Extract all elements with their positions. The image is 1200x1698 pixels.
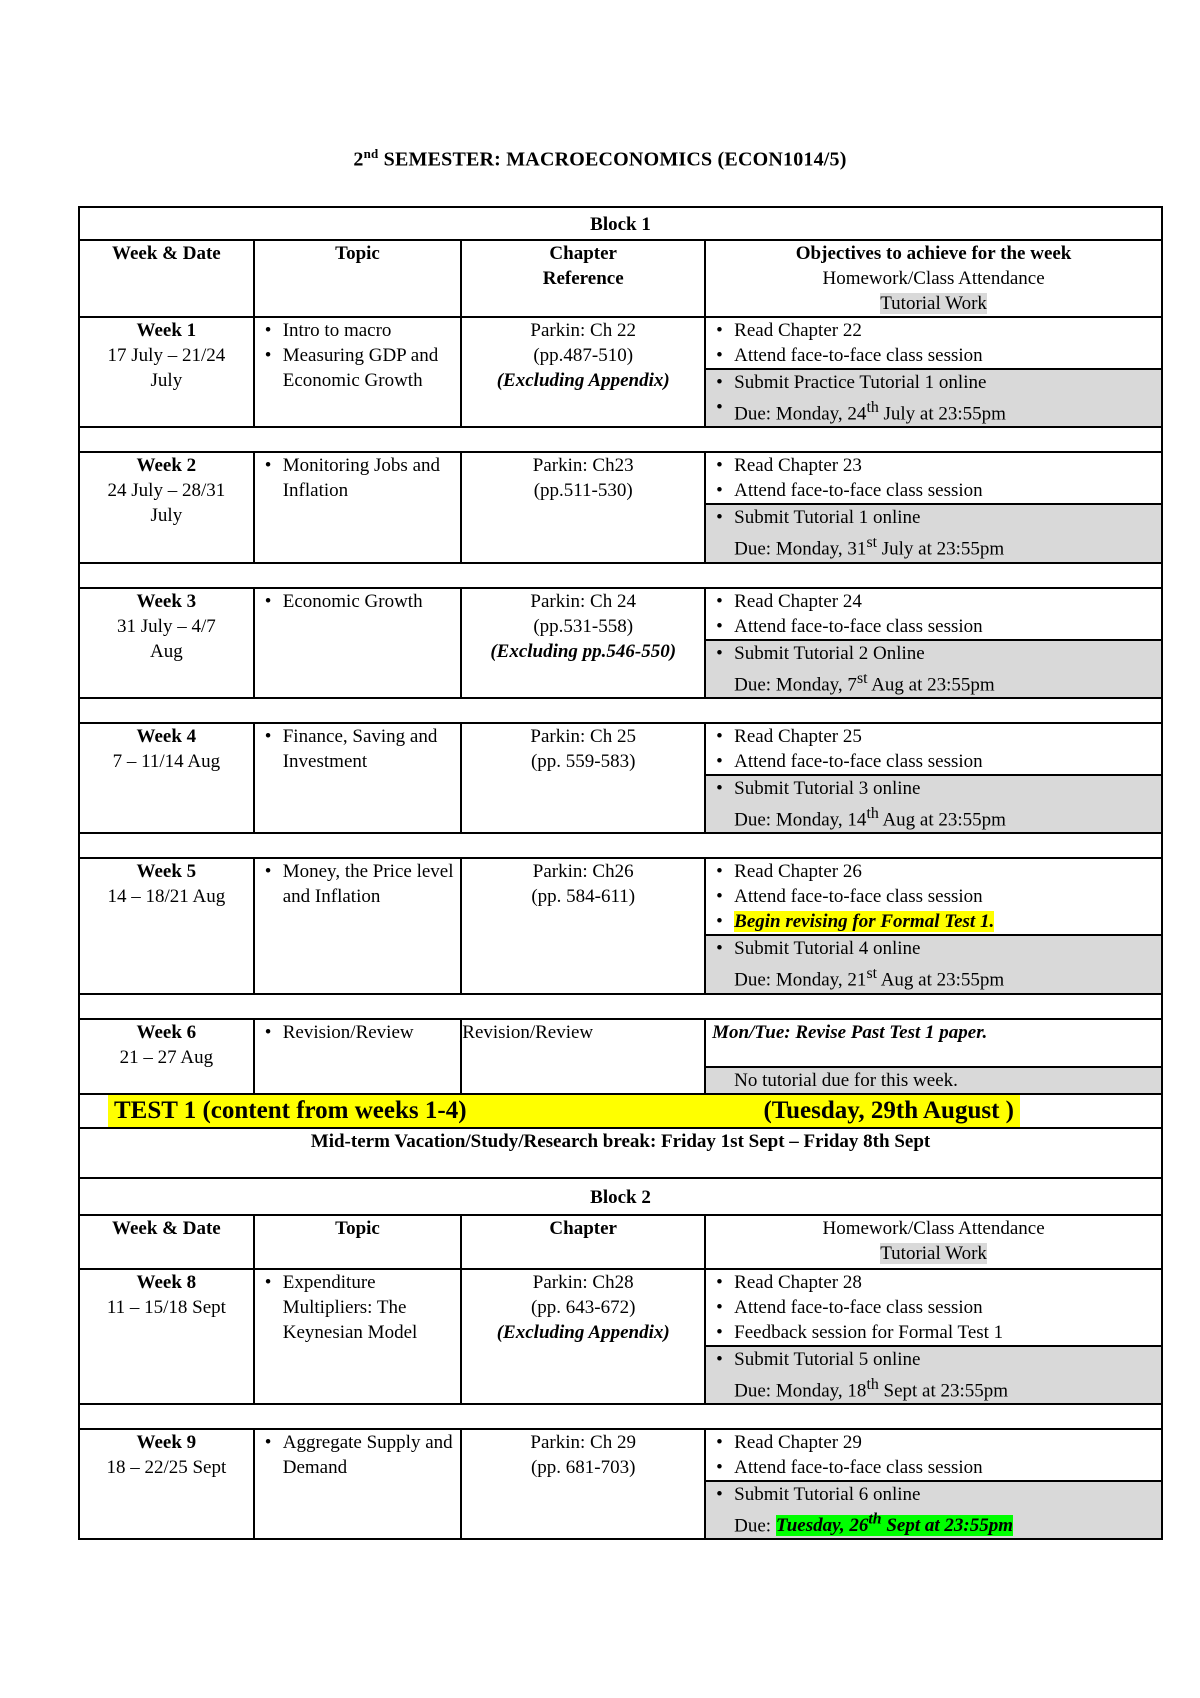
task-item: • Read Chapter 26 <box>706 859 1161 884</box>
objectives-cell <box>705 452 1162 562</box>
objectives-cell <box>705 723 1162 833</box>
week-cell: Week 5 14 – 18/21 Aug <box>79 858 254 993</box>
topic-item: • Monitoring Jobs and Inflation <box>255 453 461 503</box>
due-item: Due: Monday, 7st Aug at 23:55pm <box>734 669 995 695</box>
task-item: • Attend face-to-face class session <box>706 749 1161 774</box>
topic-item: • Intro to macro <box>255 318 461 343</box>
chapter-cell: Parkin: Ch26 (pp. 584-611) <box>461 858 705 993</box>
week-cell: Week 9 18 – 22/25 Sept <box>79 1429 254 1539</box>
header-topic: Topic <box>254 240 462 317</box>
objectives-cell <box>705 317 1162 427</box>
midterm-row: Mid-term Vacation/Study/Research break: Friday 1st Sept – Friday 8th Sept <box>79 1128 1162 1178</box>
week-row <box>79 858 1162 993</box>
topic-item: • Measuring GDP and Economic Growth <box>255 343 461 393</box>
header-topic: Topic <box>254 1215 462 1269</box>
task-item: • Attend face-to-face class session <box>706 478 1161 503</box>
topic-cell <box>254 723 462 833</box>
objectives-cell <box>705 588 1162 698</box>
header-chapter: Chapter <box>461 1215 705 1269</box>
schedule-table <box>78 206 1163 1540</box>
task-item: • Read Chapter 23 <box>706 453 1161 478</box>
tutorial-item: • Submit Tutorial 3 online <box>706 776 1161 801</box>
block1-label: Block 1 <box>79 207 1162 240</box>
header-week: Week & Date <box>79 240 254 317</box>
week-cell: Week 2 24 July – 28/31 July <box>79 452 254 562</box>
topic-item: • Economic Growth <box>255 589 461 614</box>
revision-highlight: Begin revising for Formal Test 1. <box>734 911 995 933</box>
tutorial-item: • Submit Tutorial 2 Online <box>706 641 1161 666</box>
week-row <box>79 1269 1162 1404</box>
week-row <box>79 1429 1162 1539</box>
week-row <box>79 452 1162 562</box>
page-title: 2nd SEMESTER: MACROECONOMICS (ECON1014/5) <box>353 146 847 171</box>
week-row <box>79 1019 1162 1094</box>
week-row <box>79 723 1162 833</box>
header-chapter: Chapter Reference <box>461 240 705 317</box>
block2-label: Block 2 <box>79 1178 1162 1215</box>
week-cell: Week 6 21 – 27 Aug <box>79 1019 254 1094</box>
chapter-cell: Parkin: Ch 25 (pp. 559-583) <box>461 723 705 833</box>
test-banner: TEST 1 (content from weeks 1-4) (Tuesday, 29th August ) <box>108 1095 1020 1127</box>
due-item: Due: Monday, 31st July at 23:55pm <box>734 534 1005 560</box>
topic-cell <box>254 858 462 993</box>
test-row <box>79 1094 1162 1128</box>
objectives-cell <box>705 858 1162 993</box>
chapter-cell: Parkin: Ch28 (pp. 643-672) (Excluding Appendix) <box>461 1269 705 1404</box>
chapter-cell: Parkin: Ch23 (pp.511-530) <box>461 452 705 562</box>
topic-cell: • Aggregate Supply and Demand <box>254 1429 462 1539</box>
topic-item: • Money, the Price level and Inflation <box>255 859 461 909</box>
task-item: • Attend face-to-face class session <box>706 343 1161 368</box>
block1-header-row <box>79 240 1162 317</box>
objectives-cell: • Read Chapter 28 • Attend face-to-face class session • Feedback session for Formal Test 1 • Submit Tutorial 5 online Due: Monday, 18th Sept at 23:55pm <box>705 1269 1162 1404</box>
tutorial-work-label: Tutorial Work <box>880 1242 987 1264</box>
week-cell: Week 1 17 July – 21/24 July <box>79 317 254 427</box>
due-item: Due: Monday, 21st Aug at 23:55pm <box>734 965 1005 991</box>
chapter-cell: Parkin: Ch 22 (pp.487-510) (Excluding Appendix) <box>461 317 705 427</box>
topic-cell <box>254 452 462 562</box>
topic-cell: • Expenditure Multipliers: The Keynesian Model <box>254 1269 462 1404</box>
block2-header-row <box>79 1215 1162 1269</box>
week-cell: Week 3 31 July – 4/7 Aug <box>79 588 254 698</box>
task-item: • Read Chapter 22 <box>706 318 1161 343</box>
topic-cell <box>254 588 462 698</box>
chapter-cell: Parkin: Ch 29 (pp. 681-703) <box>461 1429 705 1539</box>
objectives-cell: Mon/Tue: Revise Past Test 1 paper. No tutorial due for this week. <box>705 1019 1162 1094</box>
task-item: • Attend face-to-face class session <box>706 614 1161 639</box>
due-item: • Due: Monday, 24th July at 23:55pm <box>706 395 1161 426</box>
week-row <box>79 317 1162 427</box>
topic-cell <box>254 317 462 427</box>
tutorial-work-label: Tutorial Work <box>880 293 987 314</box>
objectives-cell: • Read Chapter 29 • Attend face-to-face class session • Submit Tutorial 6 online Due: Tuesday, 26th Sept at 23:55pm <box>705 1429 1162 1539</box>
due-item: Due: Monday, 14th Aug at 23:55pm <box>734 804 1006 831</box>
topic-item: • Finance, Saving and Investment <box>255 724 461 774</box>
header-week: Week & Date <box>79 1215 254 1269</box>
tutorial-item: • Submit Tutorial 4 online <box>706 936 1161 961</box>
task-item: • Read Chapter 24 <box>706 589 1161 614</box>
chapter-cell: Parkin: Ch 24 (pp.531-558) (Excluding pp.546-550) <box>461 588 705 698</box>
tutorial-item: • Submit Practice Tutorial 1 online <box>706 370 1161 395</box>
week-cell: Week 8 11 – 15/18 Sept <box>79 1269 254 1404</box>
topic-cell: • Revision/Review <box>254 1019 462 1094</box>
header-objectives: Objectives to achieve for the week Homework/Class Attendance Tutorial Work <box>705 240 1162 317</box>
week-row <box>79 588 1162 698</box>
tutorial-item: • Submit Tutorial 1 online <box>706 505 1161 530</box>
task-item: • Attend face-to-face class session <box>706 884 1161 909</box>
header-objectives: Homework/Class Attendance Tutorial Work <box>705 1215 1162 1269</box>
task-item: • Read Chapter 25 <box>706 724 1161 749</box>
week-cell: Week 4 7 – 11/14 Aug <box>79 723 254 833</box>
chapter-cell: Revision/Review <box>461 1019 705 1094</box>
